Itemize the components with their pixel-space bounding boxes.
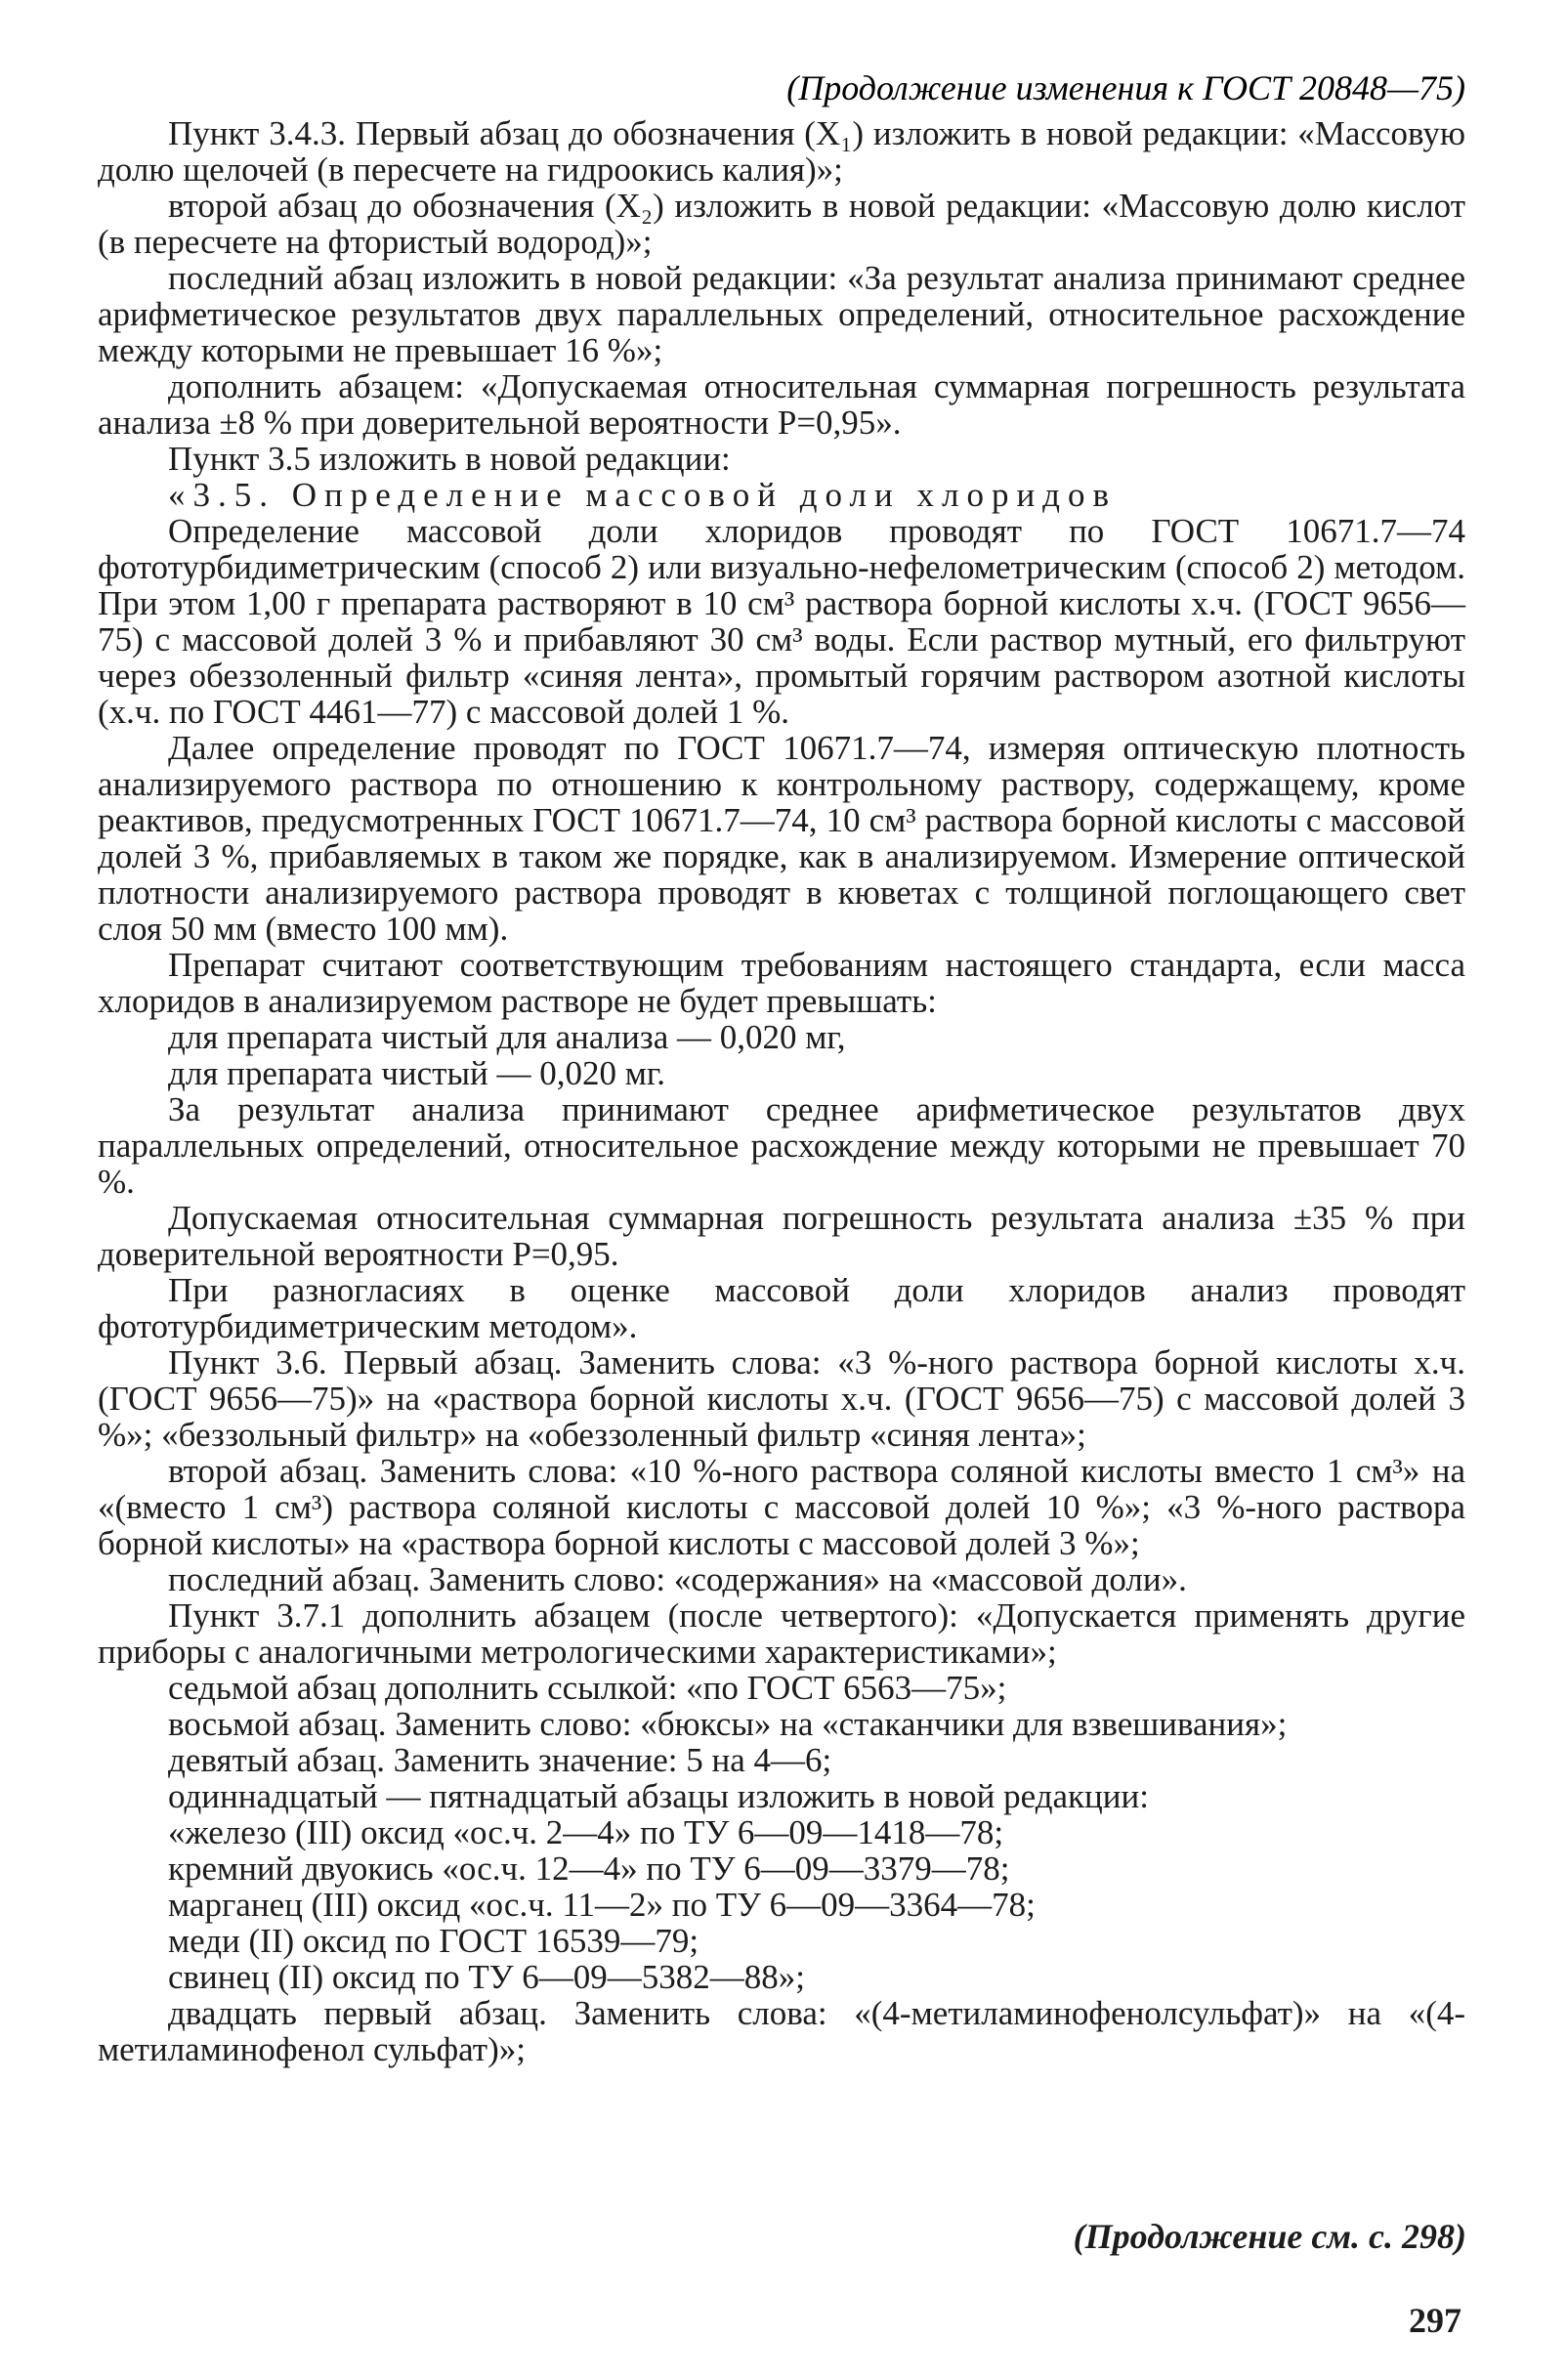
paragraph: для препарата чистый для анализа — 0,020 мг, xyxy=(168,1018,846,1056)
paragraph: За результат анализа принимают среднее арифметическое результатов двух параллельных определений, относительное расхождение между которыми не превышает 70 %. xyxy=(98,1090,1465,1201)
paragraph: девятый абзац. Заменить значение: 5 на 4—6; xyxy=(168,1741,832,1779)
paragraph: дополнить абзацем: «Допускаемая относительная суммарная погрешность результата анализа ±8 % при доверительной вероятности P=0,95». xyxy=(98,367,1465,442)
paragraph: меди (II) оксид по ГОСТ 16539—79; xyxy=(168,1922,699,1960)
paragraph: второй абзац. Заменить слова: «10 %-ного раствора соляной кислоты вместо 1 см³» на «(вместо 1 см³) раствора соляной кислоты с массовой долей 10 %»; «3 %-ного раствора борной кислоты» на «раствора борной кислоты с массовой долей 3 %»; xyxy=(98,1452,1465,1562)
paragraph: «железо (III) оксид «ос.ч. 2—4» по ТУ 6—09—1418—78; xyxy=(168,1813,1004,1851)
page-header: (Продолжение изменения к ГОСТ 20848—75) xyxy=(786,68,1465,107)
paragraph: Допускаемая относительная суммарная погрешность результата анализа ±35 % при доверительной вероятности P=0,95. xyxy=(98,1199,1465,1273)
paragraph: восьмой абзац. Заменить слово: «бюксы» на «стаканчики для взвешивания»; xyxy=(168,1705,1288,1743)
paragraph: двадцать первый абзац. Заменить слова: «(4-метиламинофенолсульфат)» на «(4-метиламинофенол сульфат)»; xyxy=(98,1994,1465,2068)
paragraph: второй абзац до обозначения (X₂) изложить в новой редакции: «Массовую долю кислот (в пересчете на фтористый водород)»; xyxy=(98,187,1465,261)
paragraph: Далее определение проводят по ГОСТ 10671.7—74, измеряя оптическую плотность анализируемого раствора по отношению к контрольному раствору, содержащему, кроме реактивов, предусмотренных ГОСТ 10671.7—74, 10 см³ раствора борной кислоты с массовой долей 3 %, прибавляемых в таком же порядке, как в анализируемом. Измерение оптической плотности анализируемого раствора проводят в кюветах с толщиной поглощающего свет слоя 50 мм (вместо 100 мм). xyxy=(98,729,1465,948)
paragraph: седьмой абзац дополнить ссылкой: «по ГОСТ 6563—75»; xyxy=(168,1669,1007,1707)
paragraph: «3.5. Определение массовой доли хлоридов xyxy=(168,476,1118,514)
paragraph: При разногласиях в оценке массовой доли хлоридов анализ проводят фототурбидиметрическим методом». xyxy=(98,1271,1465,1345)
paragraph: одиннадцатый — пятнадцатый абзацы изложить в новой редакции: xyxy=(168,1777,1149,1815)
page-number: 297 xyxy=(1409,2301,1461,2340)
paragraph: Пункт 3.4.3. Первый абзац до обозначения (X₁) изложить в новой редакции: «Массовую долю щелочей (в пересчете на гидроокись калия)»; xyxy=(98,114,1465,189)
paragraph: Пункт 3.7.1 дополнить абзацем (после четвертого): «Допускается применять другие приборы с аналогичными метрологическими характеристиками»; xyxy=(98,1596,1465,1671)
paragraph: кремний двуокись «ос.ч. 12—4» по ТУ 6—09—3379—78; xyxy=(168,1849,1010,1888)
paragraph: Пункт 3.6. Первый абзац. Заменить слова: «3 %-ного раствора борной кислоты х.ч. (ГОСТ 9656—75)» на «раствора борной кислоты х.ч. (ГОСТ 9656—75) с массовой долей 3 %»; «беззольный фильтр» на «обеззоленный фильтр «синяя лента»; xyxy=(98,1343,1465,1454)
paragraph: для препарата чистый — 0,020 мг. xyxy=(168,1054,666,1092)
document-body xyxy=(98,115,1465,2067)
continuation-note: (Продолжение см. с. 298) xyxy=(1073,2217,1466,2256)
paragraph: Определение массовой доли хлоридов проводят по ГОСТ 10671.7—74 фототурбидиметрическим (способ 2) или визуально-нефелометрическим (способ 2) методом. При этом 1,00 г препарата растворяют в 10 см³ раствора борной кислоты х.ч. (ГОСТ 9656—75) с массовой долей 3 % и прибавляют 30 см³ воды. Если раствор мутный, его фильтруют через обеззоленный фильтр «синяя лента», промытый горячим раствором азотной кислоты (х.ч. по ГОСТ 4461—77) с массовой долей 1 %. xyxy=(98,512,1465,731)
paragraph: Препарат считают соответствующим требованиям настоящего стандарта, если масса хлоридов в анализируемом растворе не будет превышать: xyxy=(98,946,1465,1020)
paragraph: марганец (III) оксид «ос.ч. 11—2» по ТУ 6—09—3364—78; xyxy=(168,1886,1036,1924)
paragraph: последний абзац. Заменить слово: «содержания» на «массовой доли». xyxy=(168,1560,1187,1598)
paragraph: Пункт 3.5 изложить в новой редакции: xyxy=(168,440,731,478)
paragraph: свинец (II) оксид по ТУ 6—09—5382—88»; xyxy=(168,1958,805,1996)
paragraph: последний абзац изложить в новой редакции: «За результат анализа принимают среднее арифметическое результатов двух параллельных определений, относительное расхождение между которыми не превышает 16 %»; xyxy=(98,259,1465,369)
